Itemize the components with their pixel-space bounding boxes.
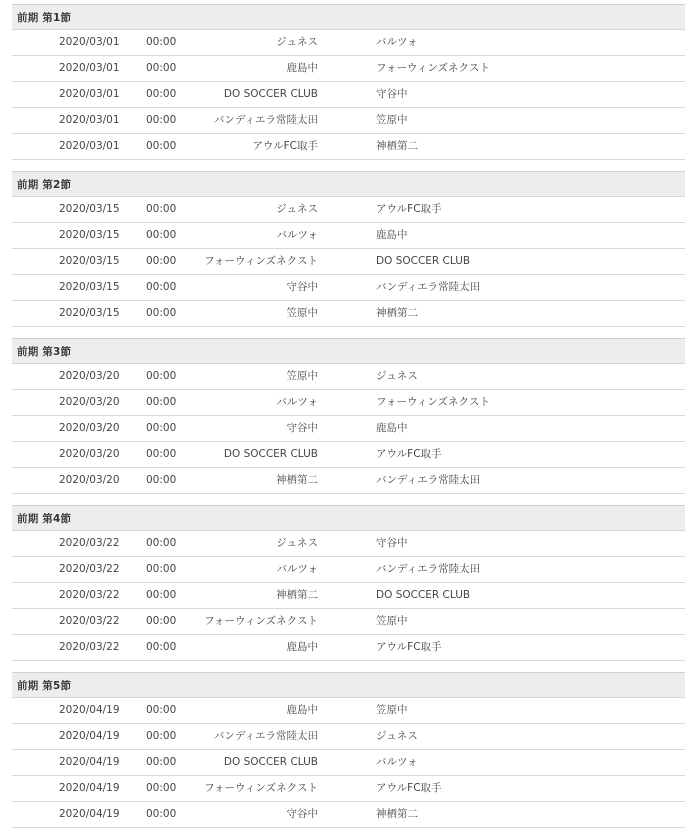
match-time: 00:00 (146, 307, 177, 319)
match-date: 2020/03/15 (59, 281, 120, 293)
match-date: 2020/03/20 (59, 370, 120, 382)
match-date: 2020/03/01 (59, 62, 120, 74)
away-team: 神栖第二 (376, 307, 418, 319)
match-row (12, 776, 685, 802)
match-row (12, 557, 685, 583)
away-team: バンディエラ常陸太田 (376, 563, 481, 575)
match-time: 00:00 (146, 537, 177, 549)
match-row (12, 802, 685, 828)
match-date: 2020/03/22 (59, 641, 120, 653)
round-section (12, 505, 685, 661)
match-time: 00:00 (146, 730, 177, 742)
match-row (12, 698, 685, 724)
away-team: ジュネス (376, 730, 418, 742)
match-date: 2020/03/20 (59, 422, 120, 434)
away-team: バンディエラ常陸太田 (376, 474, 481, 486)
match-date: 2020/03/20 (59, 474, 120, 486)
away-team: DO SOCCER CLUB (376, 255, 471, 267)
match-time: 00:00 (146, 422, 177, 434)
home-team: 守谷中 (286, 808, 318, 820)
match-row (12, 82, 685, 108)
away-team: アウルFC取手 (376, 641, 442, 653)
match-row (12, 390, 685, 416)
away-team: アウルFC取手 (376, 782, 442, 794)
match-row (12, 442, 685, 468)
match-row (12, 134, 685, 160)
match-date: 2020/04/19 (59, 704, 120, 716)
match-date: 2020/03/15 (59, 203, 120, 215)
match-time: 00:00 (146, 281, 177, 293)
match-date: 2020/03/22 (59, 537, 120, 549)
match-row (12, 468, 685, 494)
match-time: 00:00 (146, 114, 177, 126)
home-team: DO SOCCER CLUB (223, 88, 318, 100)
match-date: 2020/03/22 (59, 563, 120, 575)
match-date: 2020/04/19 (59, 730, 120, 742)
home-team: 鹿島中 (286, 641, 318, 653)
match-date: 2020/04/19 (59, 782, 120, 794)
match-time: 00:00 (146, 782, 177, 794)
home-team: バルツォ (276, 396, 318, 408)
home-team: 鹿島中 (286, 704, 318, 716)
match-date: 2020/03/01 (59, 88, 120, 100)
match-row (12, 223, 685, 249)
home-team: 神栖第二 (276, 589, 318, 601)
away-team: バルツォ (376, 756, 418, 768)
away-team: バンディエラ常陸太田 (376, 281, 481, 293)
round-title: 前期 第1節 (12, 4, 685, 30)
home-team: 守谷中 (286, 422, 318, 434)
home-team: アウルFC取手 (252, 140, 318, 152)
home-team: DO SOCCER CLUB (223, 448, 318, 460)
away-team: 守谷中 (376, 88, 408, 100)
match-date: 2020/03/01 (59, 140, 120, 152)
home-team: バンディエラ常陸太田 (213, 730, 318, 742)
match-time: 00:00 (146, 36, 177, 48)
match-date: 2020/03/15 (59, 229, 120, 241)
home-team: ジュネス (276, 537, 318, 549)
match-time: 00:00 (146, 448, 177, 460)
match-row (12, 197, 685, 223)
match-date: 2020/03/22 (59, 615, 120, 627)
home-team: ジュネス (276, 203, 318, 215)
match-date: 2020/03/01 (59, 36, 120, 48)
match-row (12, 249, 685, 275)
home-team: 神栖第二 (276, 474, 318, 486)
away-team: 鹿島中 (376, 229, 408, 241)
match-time: 00:00 (146, 756, 177, 768)
round-title: 前期 第4節 (12, 505, 685, 531)
match-date: 2020/03/20 (59, 448, 120, 460)
match-row (12, 275, 685, 301)
home-team: フォーウィンズネクスト (204, 615, 318, 627)
away-team: アウルFC取手 (376, 448, 442, 460)
away-team: アウルFC取手 (376, 203, 442, 215)
match-time: 00:00 (146, 140, 177, 152)
match-time: 00:00 (146, 641, 177, 653)
away-team: 笠原中 (376, 615, 408, 627)
home-team: バンディエラ常陸太田 (213, 114, 318, 126)
match-row (12, 301, 685, 327)
match-row (12, 56, 685, 82)
away-team: 鹿島中 (376, 422, 408, 434)
match-time: 00:00 (146, 396, 177, 408)
match-date: 2020/04/19 (59, 756, 120, 768)
home-team: ジュネス (276, 36, 318, 48)
match-row (12, 416, 685, 442)
round-section (12, 672, 685, 828)
match-row (12, 609, 685, 635)
round-section (12, 4, 685, 160)
away-team: DO SOCCER CLUB (376, 589, 471, 601)
match-time: 00:00 (146, 474, 177, 486)
match-row (12, 364, 685, 390)
match-row (12, 30, 685, 56)
match-row (12, 750, 685, 776)
home-team: バルツォ (276, 563, 318, 575)
match-time: 00:00 (146, 615, 177, 627)
match-time: 00:00 (146, 589, 177, 601)
match-row (12, 724, 685, 750)
home-team: 笠原中 (286, 307, 318, 319)
match-date: 2020/03/22 (59, 589, 120, 601)
match-schedule (12, 0, 685, 828)
round-section (12, 338, 685, 494)
match-date: 2020/03/01 (59, 114, 120, 126)
match-time: 00:00 (146, 203, 177, 215)
match-time: 00:00 (146, 370, 177, 382)
home-team: フォーウィンズネクスト (204, 782, 318, 794)
home-team: フォーウィンズネクスト (204, 255, 318, 267)
round-title: 前期 第2節 (12, 171, 685, 197)
match-time: 00:00 (146, 704, 177, 716)
match-time: 00:00 (146, 563, 177, 575)
away-team: ジュネス (376, 370, 418, 382)
home-team: バルツォ (276, 229, 318, 241)
round-title: 前期 第5節 (12, 672, 685, 698)
away-team: 笠原中 (376, 704, 408, 716)
home-team: DO SOCCER CLUB (223, 756, 318, 768)
match-row (12, 635, 685, 661)
match-date: 2020/03/20 (59, 396, 120, 408)
away-team: フォーウィンズネクスト (376, 396, 490, 408)
match-time: 00:00 (146, 62, 177, 74)
away-team: バルツォ (376, 36, 418, 48)
away-team: フォーウィンズネクスト (376, 62, 490, 74)
match-date: 2020/04/19 (59, 808, 120, 820)
home-team: 笠原中 (286, 370, 318, 382)
away-team: 神栖第二 (376, 808, 418, 820)
match-row (12, 108, 685, 134)
match-time: 00:00 (146, 88, 177, 100)
match-row (12, 531, 685, 557)
match-time: 00:00 (146, 255, 177, 267)
match-date: 2020/03/15 (59, 255, 120, 267)
round-section (12, 171, 685, 327)
home-team: 守谷中 (286, 281, 318, 293)
away-team: 笠原中 (376, 114, 408, 126)
match-time: 00:00 (146, 229, 177, 241)
round-title: 前期 第3節 (12, 338, 685, 364)
away-team: 守谷中 (376, 537, 408, 549)
home-team: 鹿島中 (286, 62, 318, 74)
away-team: 神栖第二 (376, 140, 418, 152)
match-date: 2020/03/15 (59, 307, 120, 319)
match-row (12, 583, 685, 609)
match-time: 00:00 (146, 808, 177, 820)
